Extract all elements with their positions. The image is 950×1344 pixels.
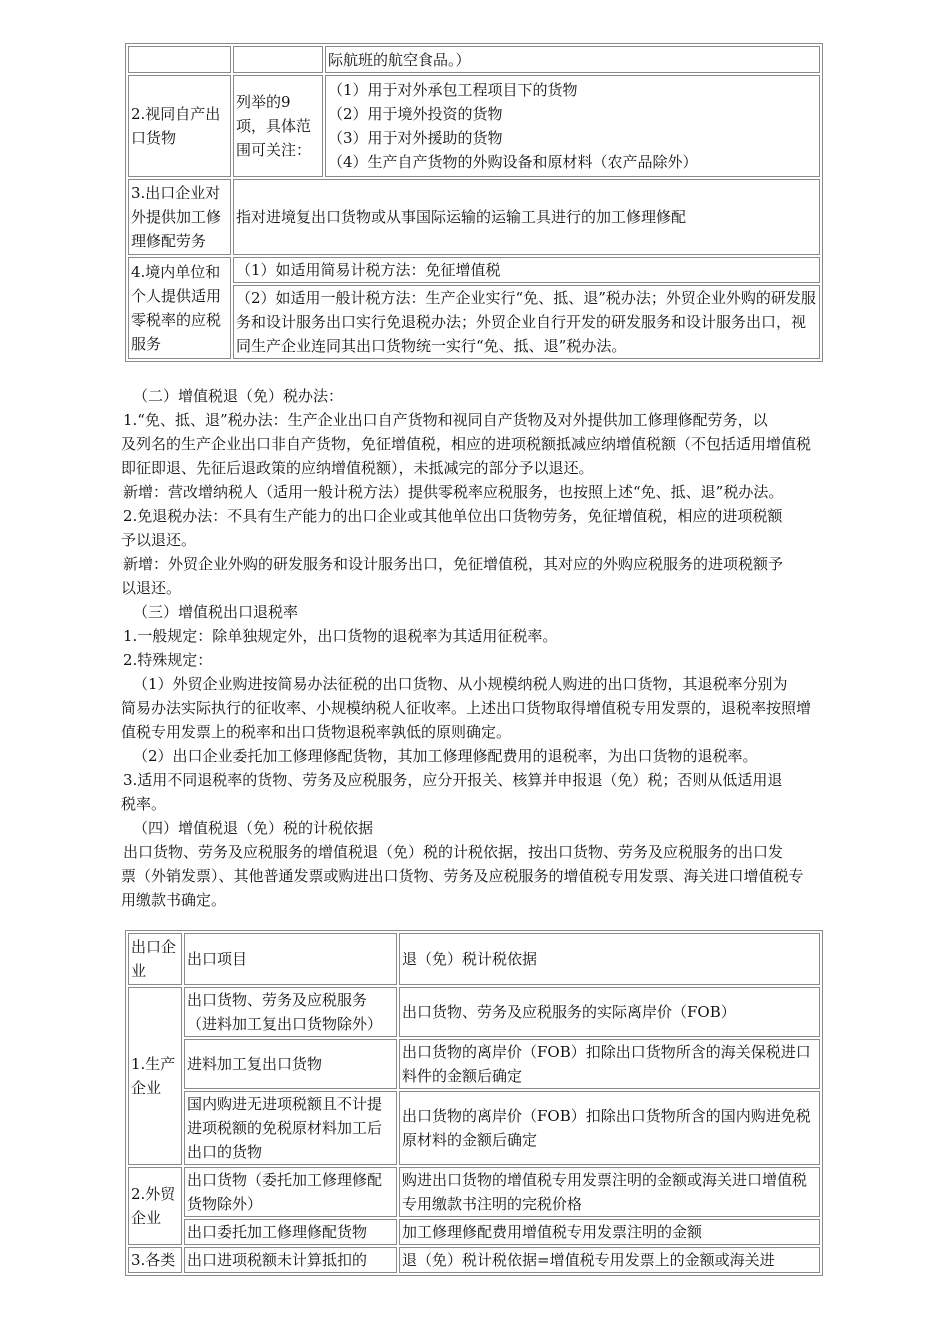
table-cell: （1）如适用简易计税方法：免征增值税 bbox=[233, 257, 820, 283]
table-cell bbox=[128, 46, 231, 73]
table-cell: 3.各类 bbox=[128, 1247, 182, 1273]
table-cell: 出口货物的离岸价（FOB）扣除出口货物所含的海关保税进口料件的金额后确定 bbox=[399, 1039, 820, 1089]
section-heading: （四）增值税退（免）税的计税依据 bbox=[133, 819, 374, 837]
paragraph-line: 简易办法实际执行的征收率、小规模纳税人征收率。上述出口货物取得增值税专用发票的，退税率按照增 bbox=[121, 699, 812, 717]
table-row bbox=[128, 75, 820, 177]
table-row bbox=[128, 46, 820, 73]
table-cell: 出口货物、劳务及应税服务（进料加工复出口货物除外） bbox=[184, 987, 397, 1037]
table-row bbox=[128, 1039, 820, 1089]
paragraph-line: 予以退还。 bbox=[121, 531, 197, 549]
table-row bbox=[128, 1091, 820, 1165]
paragraph-line: （1）外贸企业购进按简易办法征税的出口货物、从小规模纳税人购进的出口货物，其退税率分别为 bbox=[133, 675, 788, 693]
table-cell bbox=[325, 75, 820, 177]
table-cell: 2.视同自产出口货物 bbox=[128, 75, 231, 177]
table-header-cell: 出口企业 bbox=[128, 933, 182, 985]
paragraph-line: 即征即退、先征后退政策的应纳增值税额），未抵减完的部分予以退还。 bbox=[121, 459, 594, 477]
table-cell: 2.外贸企业 bbox=[128, 1167, 182, 1245]
paragraph-line: （2）出口企业委托加工修理修配货物，其加工修理修配费用的退税率，为出口货物的退税率。 bbox=[133, 747, 758, 765]
table-cell: 际航班的航空食品。） bbox=[325, 46, 820, 73]
table-cell: 加工修理修配费用增值税专用发票注明的金额 bbox=[399, 1219, 820, 1245]
paragraph-line: 以退还。 bbox=[121, 579, 182, 597]
table-cell: 退（免）税计税依据=增值税专用发票上的金额或海关进 bbox=[399, 1247, 820, 1273]
paragraph-line: 新增：营改增纳税人（适用一般计税方法）提供零税率应税服务，也按照上述“免、抵、退”税办法。 bbox=[123, 483, 784, 501]
paragraph-line: 2.特殊规定： bbox=[123, 651, 213, 669]
table-cell: 出口货物的离岸价（FOB）扣除出口货物所含的国内购进免税原材料的金额后确定 bbox=[399, 1091, 820, 1165]
table-row bbox=[128, 1247, 820, 1273]
paragraph-line: 1.一般规定：除单独规定外，出口货物的退税率为其适用征税率。 bbox=[123, 627, 558, 645]
section-heading: （二）增值税退（免）税办法： bbox=[133, 387, 344, 405]
table-header-cell: 出口项目 bbox=[184, 933, 397, 985]
tax-basis-table bbox=[125, 930, 823, 1276]
section-heading: （三）增值税出口退税率 bbox=[133, 603, 299, 621]
tax-scope-table bbox=[125, 43, 823, 362]
table-row bbox=[128, 987, 820, 1037]
paragraph-line: 值税专用发票上的税率和出口货物退税率孰低的原则确定。 bbox=[121, 723, 512, 741]
table-cell: 出口进项税额未计算抵扣的 bbox=[184, 1247, 397, 1273]
list-item: （2）用于境外投资的货物 bbox=[328, 105, 503, 123]
paragraph-line: 票（外销发票）、其他普通发票或购进出口货物、劳务及应税服务的增值税专用发票、海关进口增值税专 bbox=[121, 867, 804, 885]
paragraph-line: 出口货物、劳务及应税服务的增值税退（免）税的计税依据，按出口货物、劳务及应税服务的出口发 bbox=[123, 843, 784, 861]
list-item: （3）用于对外援助的货物 bbox=[328, 129, 503, 147]
table-row bbox=[128, 179, 820, 255]
table-header-cell: 退（免）税计税依据 bbox=[399, 933, 820, 985]
table-row bbox=[128, 933, 820, 985]
paragraph-line: 1.“免、抵、退”税办法：生产企业出口自产货物和视同自产货物及对外提供加工修理修配劳务，以 bbox=[123, 411, 768, 429]
table-cell: 购进出口货物的增值税专用发票注明的金额或海关进口增值税专用缴款书注明的完税价格 bbox=[399, 1167, 820, 1217]
table-cell: 出口货物（委托加工修理修配货物除外） bbox=[184, 1167, 397, 1217]
table-cell: 出口货物、劳务及应税服务的实际离岸价（FOB） bbox=[399, 987, 820, 1037]
list-item: （1）用于对外承包工程项目下的货物 bbox=[328, 81, 578, 99]
table-cell bbox=[233, 46, 323, 73]
table-cell: 3.出口企业对外提供加工修理修配劳务 bbox=[128, 179, 231, 255]
paragraph-line: 新增：外贸企业外购的研发服务和设计服务出口，免征增值税，其对应的外购应税服务的进项税额予 bbox=[123, 555, 784, 573]
table-cell: 进料加工复出口货物 bbox=[184, 1039, 397, 1089]
paragraph-line: 2.免退税办法：不具有生产能力的出口企业或其他单位出口货物劳务，免征增值税，相应的进项税额 bbox=[123, 507, 783, 525]
body-text bbox=[123, 384, 823, 912]
list-item: （4）生产自产货物的外购设备和原材料（农产品除外） bbox=[328, 153, 698, 171]
table-cell: 4.境内单位和个人提供适用零税率的应税服务 bbox=[128, 257, 231, 359]
table-cell: 出口委托加工修理修配货物 bbox=[184, 1219, 397, 1245]
table-cell: 指对进境复出口货物或从事国际运输的运输工具进行的加工修理修配 bbox=[233, 179, 820, 255]
table-cell: 列举的9项，具体范围可关注： bbox=[233, 75, 323, 177]
table-row bbox=[128, 257, 820, 283]
table-cell: （2）如适用一般计税方法：生产企业实行“免、抵、退”税办法；外贸企业外购的研发服务和设计服务出口实行免退税办法；外贸企业自行开发的研发服务和设计服务出口，视同生产企业连同其出口货物统一实行“免、抵、退”税办法。 bbox=[233, 285, 820, 359]
table-row bbox=[128, 1219, 820, 1245]
table-cell: 1.生产企业 bbox=[128, 987, 182, 1165]
paragraph-line: 及列名的生产企业出口非自产货物，免征增值税，相应的进项税额抵减应纳增值税额（不包括适用增值税 bbox=[121, 435, 812, 453]
paragraph-line: 税率。 bbox=[121, 795, 167, 813]
table-row bbox=[128, 285, 820, 359]
paragraph-line: 用缴款书确定。 bbox=[121, 891, 227, 909]
table-cell: 国内购进无进项税额且不计提进项税额的免税原材料加工后出口的货物 bbox=[184, 1091, 397, 1165]
paragraph-line: 3.适用不同退税率的货物、劳务及应税服务，应分开报关、核算并申报退（免）税；否则从低适用退 bbox=[123, 771, 783, 789]
table-row bbox=[128, 1167, 820, 1217]
